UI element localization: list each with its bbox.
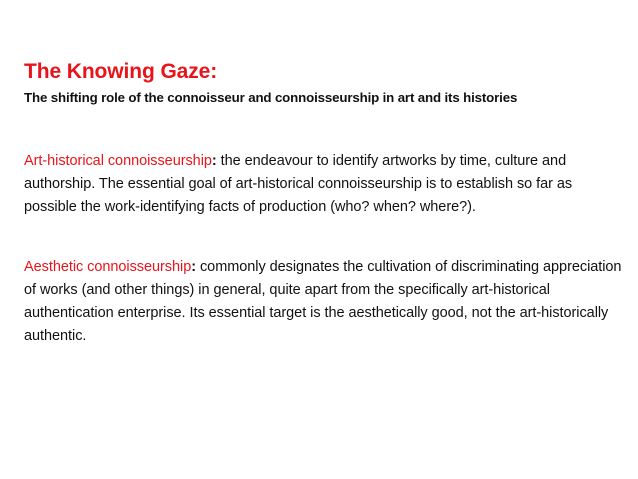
term-aesthetic-connoisseurship: Aesthetic connoisseurship [24, 259, 192, 275]
definition-paragraph-aesthetic [24, 256, 624, 348]
definition-paragraph-art-historical [24, 150, 624, 219]
definition-text: commonly designates the cultivation of discriminating appreciation of works (and other things) in general, quite apart from the specifically art-historical authentication enterprise. Its essential target is the aesthetically good, not the art-historically authentic. [24, 259, 622, 344]
term-art-historical-connoisseurship: Art-historical connoisseurship [24, 153, 212, 169]
slide-subtitle: The shifting role of the connoisseur and connoisseurship in art and its histories [24, 90, 518, 105]
slide-title: The Knowing Gaze: [24, 60, 218, 83]
definition-text: the endeavour to identify artworks by time, culture and authorship. The essential goal of art-historical connoisseurship is to establish so far as possible the work-identifying facts of production (who? when? where?). [24, 153, 573, 215]
term-colon: : [211, 153, 217, 169]
term-colon: : [191, 259, 196, 275]
